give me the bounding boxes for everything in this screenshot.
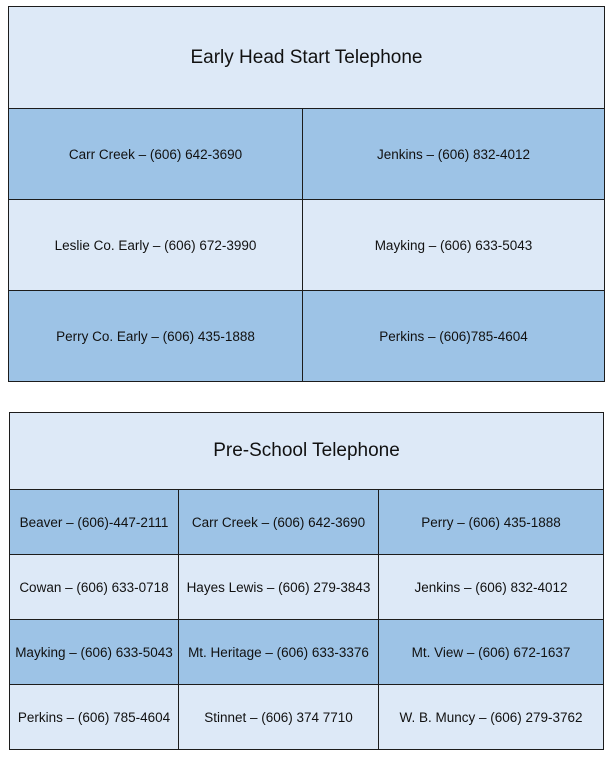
- table-row: [9, 109, 605, 200]
- table-row: [9, 291, 605, 382]
- pre-school-table: [9, 412, 604, 750]
- center-phone-perkins: Perkins – (606)785-4604: [303, 291, 605, 382]
- school-phone-carr-creek: Carr Creek – (606) 642-3690: [179, 490, 379, 555]
- school-phone-wb-muncy: W. B. Muncy – (606) 279-3762: [379, 685, 604, 750]
- school-phone-perry: Perry – (606) 435-1888: [379, 490, 604, 555]
- early-head-start-title: Early Head Start Telephone: [9, 7, 605, 109]
- table-row: [10, 490, 604, 555]
- table-row: [9, 200, 605, 291]
- center-phone-mayking: Mayking – (606) 633-5043: [303, 200, 605, 291]
- center-phone-carr-creek: Carr Creek – (606) 642-3690: [9, 109, 303, 200]
- school-phone-hayes-lewis: Hayes Lewis – (606) 279-3843: [179, 555, 379, 620]
- table-row: [10, 555, 604, 620]
- school-phone-mayking: Mayking – (606) 633-5043: [10, 620, 179, 685]
- center-phone-perry-co-early: Perry Co. Early – (606) 435-1888: [9, 291, 303, 382]
- school-phone-mt-heritage: Mt. Heritage – (606) 633-3376: [179, 620, 379, 685]
- table-row: [10, 620, 604, 685]
- school-phone-perkins: Perkins – (606) 785-4604: [10, 685, 179, 750]
- school-phone-stinnet: Stinnet – (606) 374 7710: [179, 685, 379, 750]
- school-phone-cowan: Cowan – (606) 633-0718: [10, 555, 179, 620]
- school-phone-beaver: Beaver – (606)-447-2111: [10, 490, 179, 555]
- pre-school-title: Pre-School Telephone: [10, 413, 604, 490]
- school-phone-jenkins: Jenkins – (606) 832-4012: [379, 555, 604, 620]
- center-phone-leslie-co-early: Leslie Co. Early – (606) 672-3990: [9, 200, 303, 291]
- center-phone-jenkins: Jenkins – (606) 832-4012: [303, 109, 605, 200]
- early-head-start-table: [8, 6, 605, 382]
- school-phone-mt-view: Mt. View – (606) 672-1637: [379, 620, 604, 685]
- table-row: [10, 685, 604, 750]
